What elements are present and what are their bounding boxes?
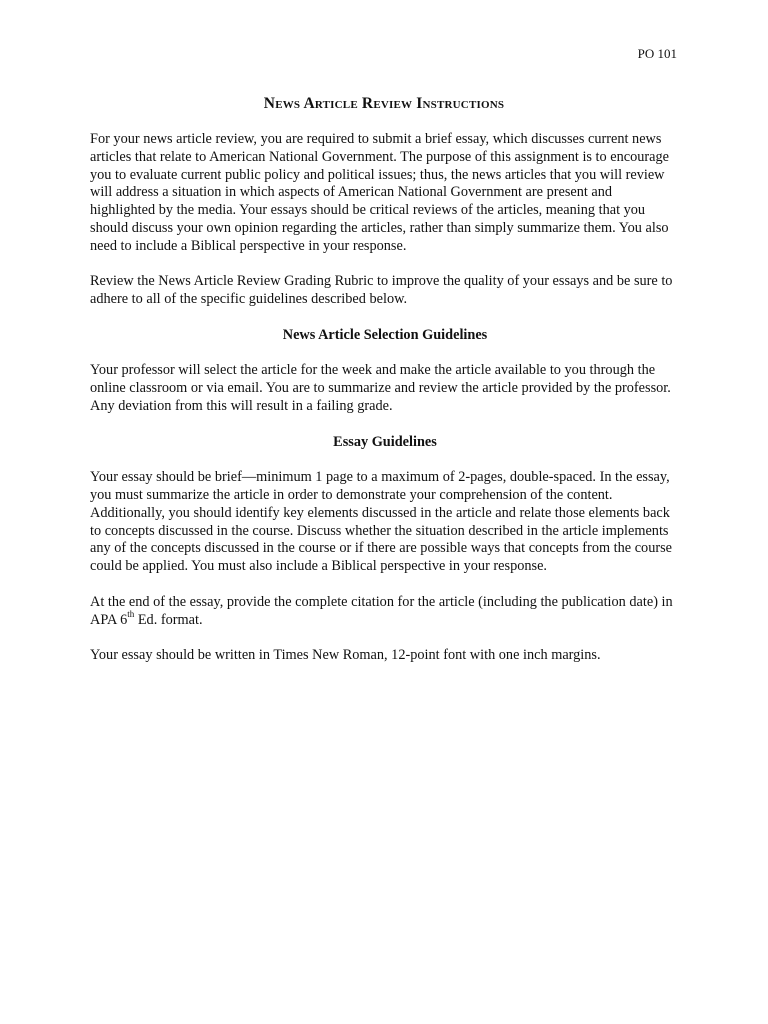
selection-guidelines-paragraph: Your professor will select the article for the week and make the article available to you through the online classroom or via email. You are to summarize and review the article provided by the professor. Any deviation from this will result in a failing grade. (90, 362, 671, 414)
citation-paragraph (90, 594, 680, 630)
document-body (90, 131, 680, 683)
intro-paragraph: For your news article review, you are required to submit a brief essay, which discusses current news articles that relate to American National Government. The purpose of this assignment is to encourage you to evaluate current public policy and political issues; thus, the news articles that you will review will address a situation in which aspects of American National Government are present and highlighted by the media. Your essays should be critical reviews of the articles, meaning that you should discuss your own opinion regarding the articles, rather than simply summarize them. You also need to include a Biblical perspective in your response. (90, 131, 669, 254)
course-code: PO 101 (637, 46, 677, 61)
citation-text-after: Ed. format. (134, 611, 203, 628)
citation-text-before: At the end of the essay, provide the complete citation for the article (including the publication date) in APA 6 (90, 593, 673, 628)
citation-superscript: th (127, 608, 135, 619)
selection-guidelines-heading: News Article Selection Guidelines (282, 326, 488, 343)
format-paragraph: Your essay should be written in Times New Roman, 12-point font with one inch margins. (90, 647, 601, 664)
essay-guidelines-paragraph: Your essay should be brief—minimum 1 page to a maximum of 2-pages, double-spaced. In the essay, you must summarize the article in order to demonstrate your comprehension of the content. Additionally, you should identify key elements discussed in the article and relate those elements back to concepts discussed in the course. Discuss whether the situation described in the article implements any of the concepts discussed in the course or if there are possible ways that concepts from the course could be applied. You must also include a Biblical perspective in your response. (90, 469, 673, 575)
document-title: News Article Review Instructions (263, 95, 505, 112)
rubric-paragraph: Review the News Article Review Grading Rubric to improve the quality of your essays and be sure to adhere to all of the specific guidelines described below. (90, 273, 673, 308)
essay-guidelines-heading: Essay Guidelines (333, 433, 437, 450)
